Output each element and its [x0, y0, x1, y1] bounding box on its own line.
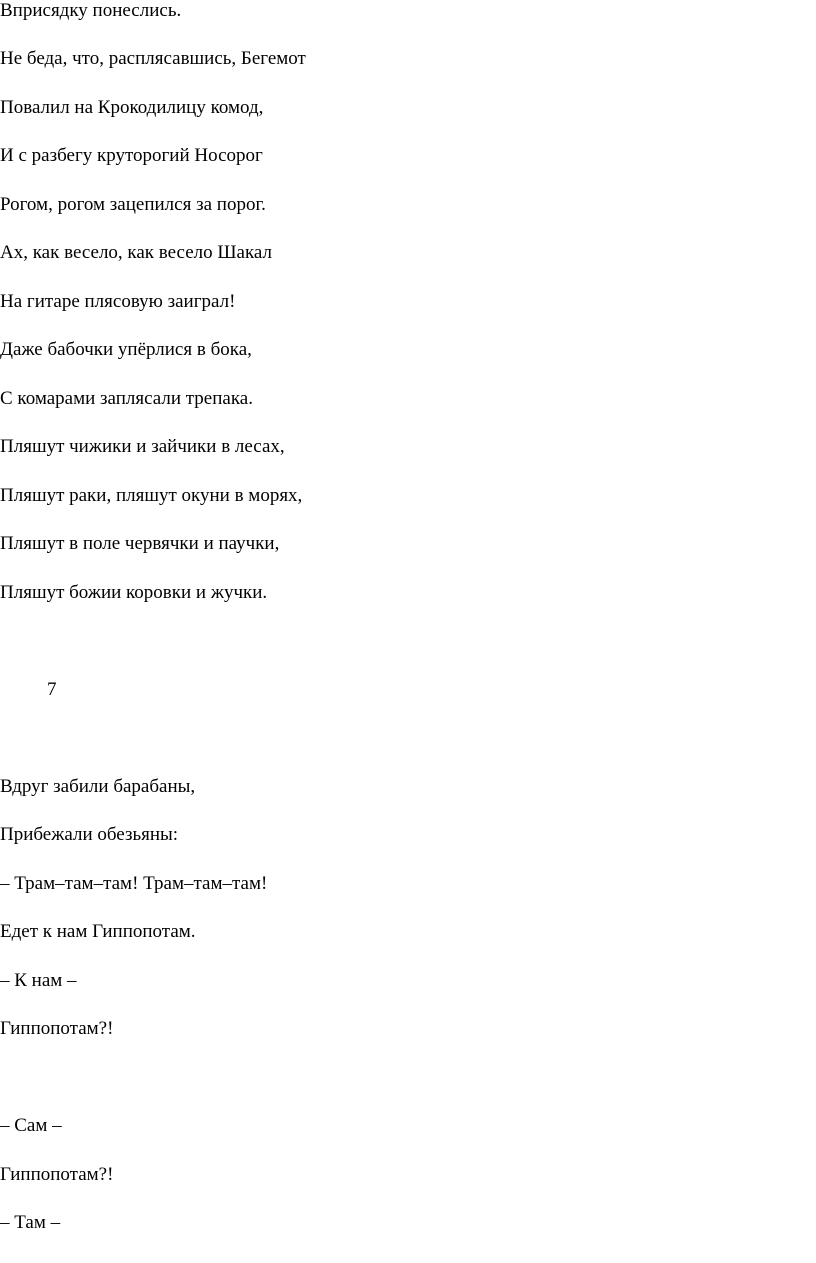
poem-line: – К нам – — [0, 970, 77, 991]
poem-line: Ах, как весело, как весело Шакал — [0, 242, 273, 263]
poem-line: Пляшут божии коровки и жучки. — [0, 582, 268, 603]
poem-line: Повалил на Крокодилицу комод, — [0, 97, 264, 118]
poem-line: Рогом, рогом зацепился за порог. — [0, 194, 266, 215]
poem-line: Гиппопотам?! — [0, 1164, 114, 1185]
poem-line: Пляшут в поле червячки и паучки, — [0, 533, 280, 554]
poem-line: Вприсядку понеслись. — [0, 0, 182, 21]
poem-line: На гитаре плясовую заиграл! — [0, 291, 236, 312]
poem-line: Гиппопотам?! — [0, 1018, 114, 1039]
poem-line: Прибежали обезьяны: — [0, 824, 179, 845]
poem-line: Едет к нам Гиппопотам. — [0, 921, 196, 942]
poem-line: Пляшут раки, пляшут окуни в морях, — [0, 485, 303, 506]
poem-line: Не беда, что, расплясавшись, Бегемот — [0, 48, 306, 69]
poem-line: Пляшут чижики и зайчики в лесах, — [0, 436, 285, 457]
poem-line: И с разбегу круторогий Носорог — [0, 145, 263, 166]
poem-line: Даже бабочки упёрлися в бока, — [0, 339, 252, 360]
poem-line: – Сам – — [0, 1115, 62, 1136]
poem-line: Вдруг забили барабаны, — [0, 776, 196, 797]
section-number: 7 — [47, 679, 57, 700]
poem-line: С комарами заплясали трепака. — [0, 388, 253, 409]
poem-line: – Трам–там–там! Трам–там–там! — [0, 873, 268, 894]
poem-line: – Там – — [0, 1212, 61, 1233]
